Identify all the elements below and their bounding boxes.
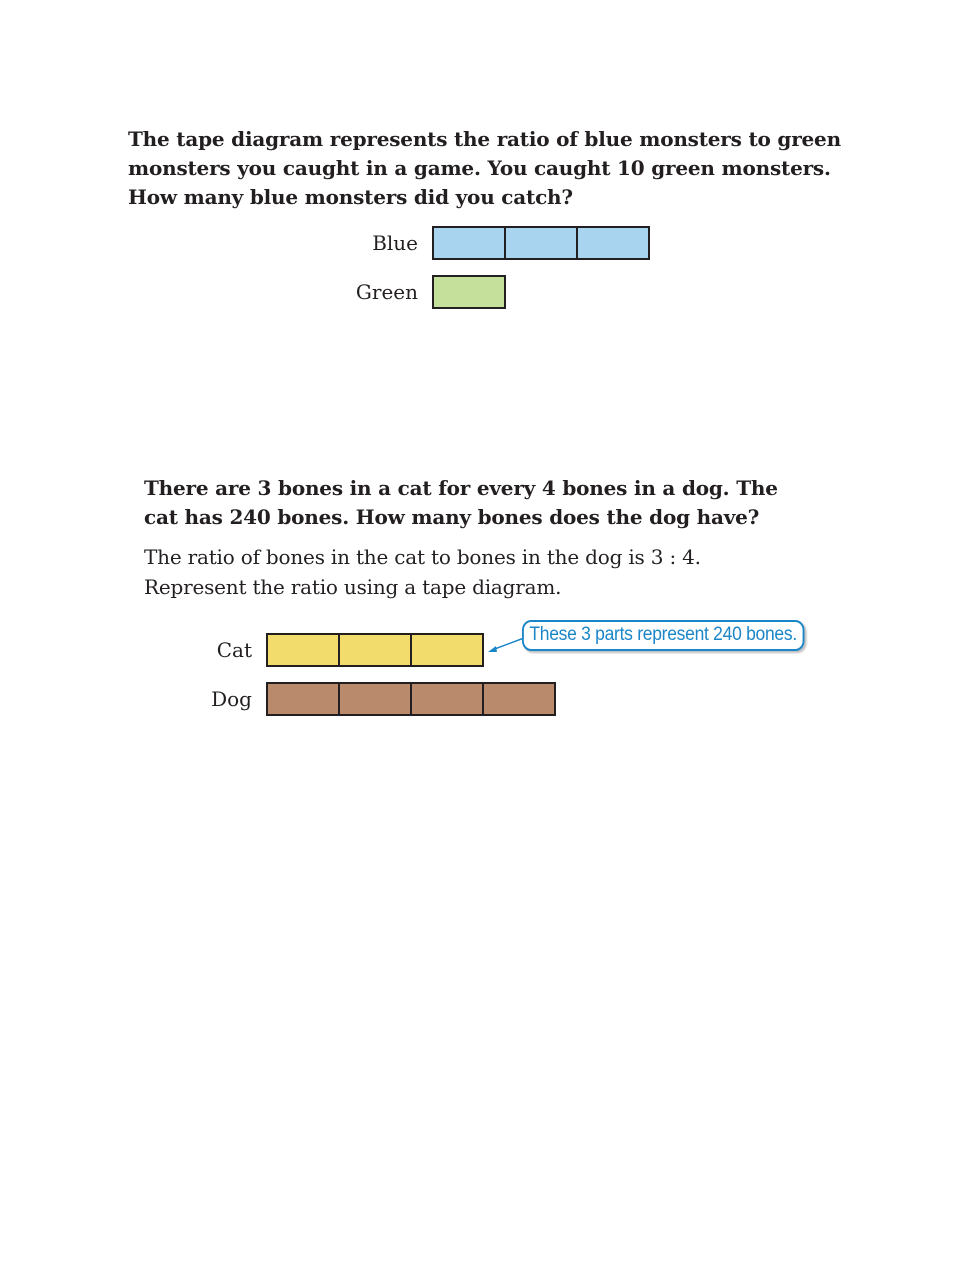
tape-row-cat xyxy=(160,633,484,667)
tape-unit xyxy=(578,228,648,258)
problem2-explanation: The ratio of bones in the cat to bones in the dog is 3 : 4. Represent the ratio using a tape diagram. xyxy=(144,545,701,599)
tape-unit xyxy=(412,635,482,665)
tape-label-cat: Cat xyxy=(216,638,252,662)
tape-row-dog xyxy=(160,682,556,716)
tape-unit xyxy=(506,228,578,258)
tape-row-blue xyxy=(330,226,650,260)
tape-label-green: Green xyxy=(355,280,418,304)
tape-unit xyxy=(434,228,506,258)
callout-note: These 3 parts represent 240 bones. xyxy=(522,620,804,651)
tape-label-blue: Blue xyxy=(372,231,418,255)
tape-unit xyxy=(412,684,484,714)
tape-unit xyxy=(340,684,412,714)
tape-unit xyxy=(268,635,340,665)
problem1-question: The tape diagram represents the ratio of blue monsters to green monsters you caught in a game. You caught 10 green monsters. How many blue monsters did you catch? xyxy=(128,127,841,209)
tape-green xyxy=(432,275,506,309)
callout-arrow xyxy=(486,636,526,656)
tape-unit xyxy=(434,277,504,307)
tape-unit xyxy=(340,635,412,665)
tape-blue xyxy=(432,226,650,260)
tape-unit xyxy=(484,684,554,714)
tape-row-green xyxy=(330,275,506,309)
problem2-question: There are 3 bones in a cat for every 4 bones in a dog. The cat has 240 bones. How many bones does the dog have? xyxy=(144,476,778,529)
tape-label-dog: Dog xyxy=(211,687,252,711)
tape-dog xyxy=(266,682,556,716)
tape-cat xyxy=(266,633,484,667)
tape-unit xyxy=(268,684,340,714)
